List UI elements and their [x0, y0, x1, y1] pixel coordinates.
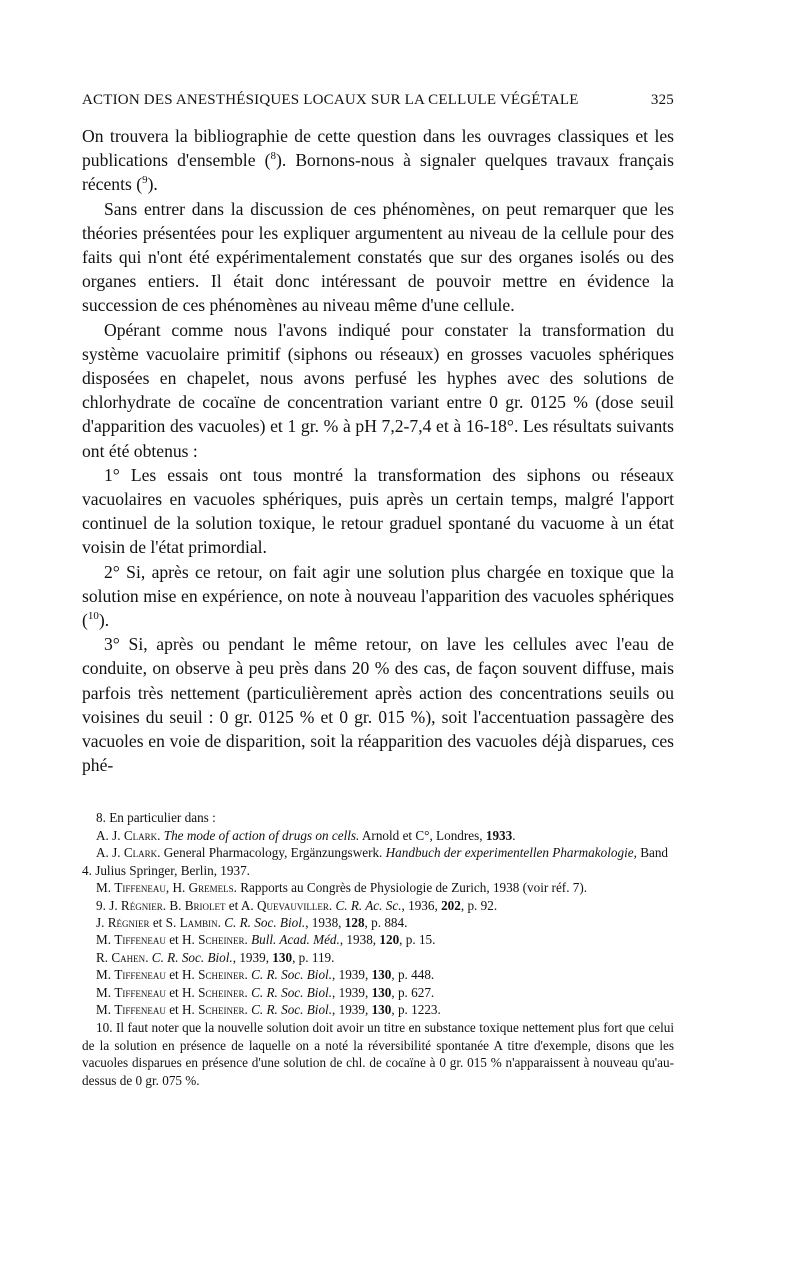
footnote-ref-item: J. Régnier et S. Lambin. C. R. Soc. Biol., 1938, 128, p. 884. — [96, 914, 408, 930]
footnote-ref-item: R. Cahen. C. R. Soc. Biol., 1939, 130, p. 119. — [96, 949, 335, 965]
footnote-ref-item: M. Tiffeneau et H. Scheiner. C. R. Soc. Biol., 1939, 130, p. 1223. — [96, 1001, 441, 1017]
footnote-ref-10[interactable]: 10 — [87, 610, 99, 623]
paragraph-4: 1° Les essais ont tous montré la transformation des siphons ou réseaux vacuolaires en vacuoles sphériques, puis après un certain temps, malgré l'apport continuel de la solution toxique, le retour graduel spontané du vacuome à un état voisin de l'état primordial. — [82, 464, 674, 558]
footnote-ref-item: M. Tiffeneau et H. Scheiner. Bull. Acad. Méd., 1938, 120, p. 15. — [96, 932, 436, 948]
footnote-8-heading: 8. En particulier dans : — [96, 810, 216, 826]
footnote-ref-item: A. J. Clark. General Pharmacology, Ergänzungswerk. Handbuch der experimentellen Pharmakologie, Band 4. Julius Springer, Berlin, 1937. — [82, 845, 669, 878]
footnotes — [82, 809, 674, 1089]
paragraph-5: 2° Si, après ce retour, on fait agir une solution plus chargée en toxique que la solution mise en expérience, on note à nouveau l'apparition des vacuoles sphériques ($^{10}$). — [82, 561, 674, 631]
paragraph-2: Sans entrer dans la discussion de ces phénomènes, on peut remarquer que les théories présentées pour les expliquer argumentent au niveau de la cellule pour des faits qui n'ont été expérimentalement constatés que sur des organes isolés ou des organes entiers. Il était donc intéressant de pouvoir mettre en évidence la succession de ces phénomènes au niveau même d'une cellule. — [82, 198, 674, 316]
footnote-ref-8[interactable]: 8 — [270, 150, 276, 163]
footnote-ref-item: M. Tiffeneau et H. Scheiner. C. R. Soc. Biol., 1939, 130, p. 627. — [96, 984, 435, 1000]
paragraph-1: On trouvera la bibliographie de cette question dans les ouvrages classiques et les publications d'ensemble ($^8$). Bornons-nous à signaler quelques travaux français récents ($^9$). — [82, 126, 674, 195]
document-page — [82, 92, 674, 1089]
body-text — [82, 124, 674, 777]
paragraph-3: Opérant comme nous l'avons indiqué pour constater la transformation du système vacuolaire primitif (siphons ou réseaux) en grosses vacuoles sphériques disposées en chapelet, nous avons perfusé les hyphes avec des solutions de chlorhydrate de cocaïne de concentration variant entre 0 gr. 0125 % (dose seuil d'apparition des vacuoles) et 1 gr. % à pH 7,2-7,4 et à 16-18°. Les résultats suivants ont été obtenus : — [82, 319, 674, 461]
running-header — [82, 92, 674, 120]
footnote-ref-9[interactable]: 9 — [142, 174, 148, 187]
footnote-9-item: 9. J. Régnier. B. Briolet et A. Quevauviller. C. R. Ac. Sc., 1936, 202, p. 92. — [96, 897, 498, 913]
footnote-ref-item: A. J. Clark. The mode of action of drugs on cells. Arnold et C°, Londres, 1933. — [96, 827, 516, 843]
paragraph-6: 3° Si, après ou pendant le même retour, on lave les cellules avec l'eau de conduite, on observe à peu près dans 20 % des cas, de façon souvent diffuse, mais parfois très nettement (particulièrement après action des concentrations seuils ou voisines du seuil : 0 gr. 0125 % et 0 gr. 015 %), soit l'accentuation passagère des vacuoles en voie de disparition, soit la réapparition des vacuoles déjà disparues, ces phé- — [82, 634, 674, 776]
footnote-ref-item: M. Tiffeneau et H. Scheiner. C. R. Soc. Biol., 1939, 130, p. 448. — [96, 967, 435, 983]
footnote-ref-item: M. Tiffeneau, H. Gremels. Rapports au Congrès de Physiologie de Zurich, 1938 (voir réf. 7). — [96, 880, 588, 896]
page-number: 325 — [650, 92, 674, 108]
running-title: ACTION DES ANESTHÉSIQUES LOCAUX SUR LA CELLULE VÉGÉTALE — [82, 92, 579, 108]
footnote-10: 10. Il faut noter que la nouvelle solution doit avoir un titre en substance toxique nettement plus fort que celui de la solution en présence de laquelle on a noté la réversibilité spontanée A titre d'exemple, disons que les vacuoles disparues en présence d'une solution de chl. de cocaïne à 0 gr. 015 % n'apparaissent à nouveau qu'au-dessus de 0 gr. 075 %. — [82, 1020, 674, 1088]
